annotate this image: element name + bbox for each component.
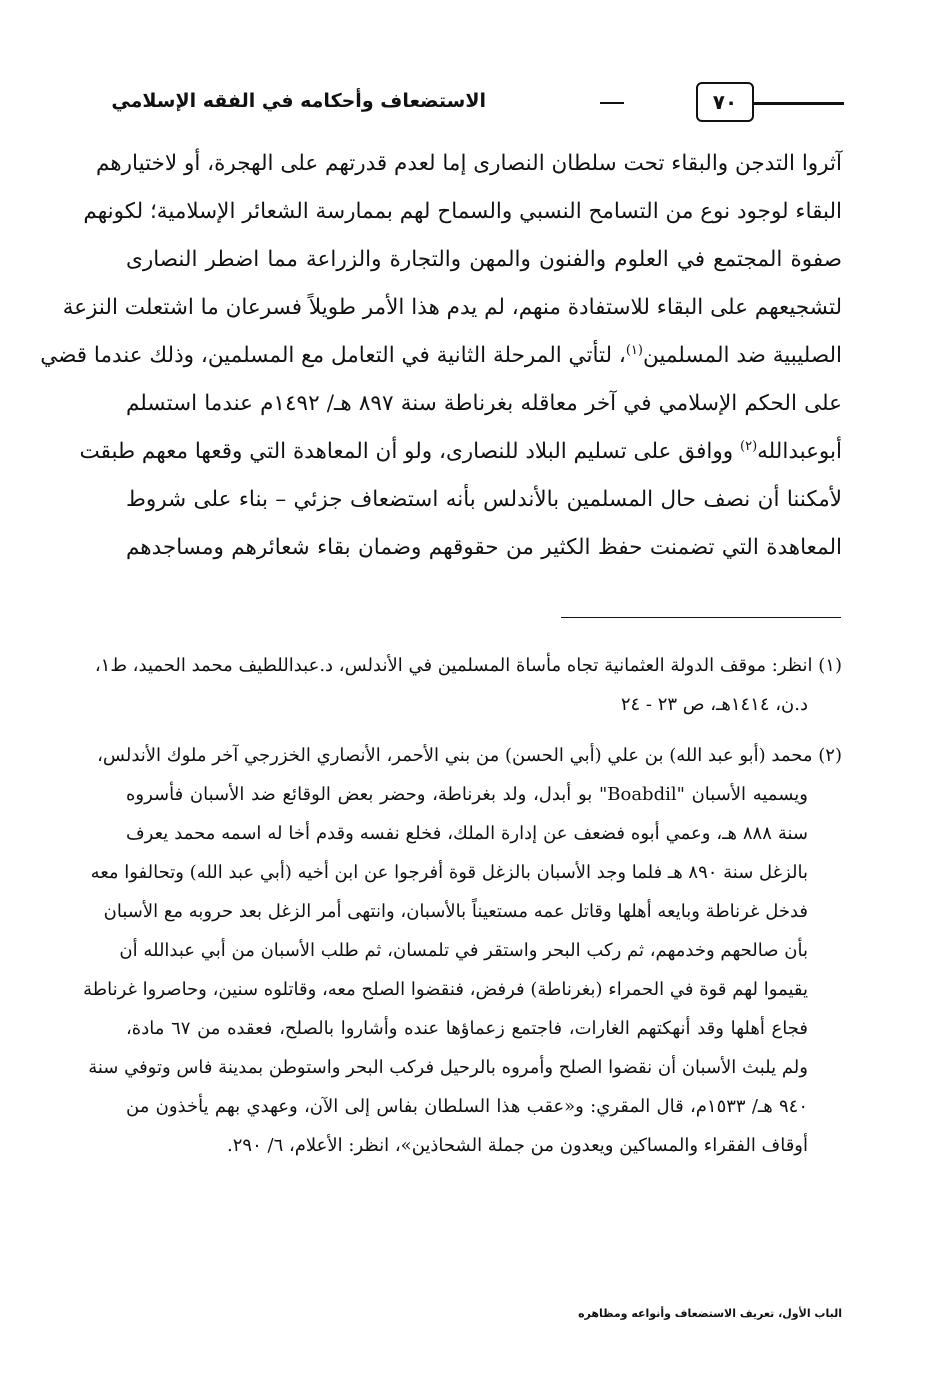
running-header <box>111 82 844 126</box>
footnote-line: ويسميه الأسبان "Boabdil" بو أبدل، ولد بغرناطة، وحضر بعض الوقائع ضد الأسبان فأسروه <box>126 784 808 805</box>
footnote-line: د.ن، ١٤١٤هـ، ص ٢٣ - ٢٤ <box>620 694 808 715</box>
footnote-line: ولم يلبث الأسبان أن نقضوا الصلح وأمروه بالرحيل فركب البحر واستوطن بمدينة فاس وتوفي سنة <box>88 1057 808 1078</box>
footnote-separator <box>561 617 841 618</box>
footnote-line: فجاع أهلها وقد أنهكتهم الغارات، فاجتمع زعماؤها عنده وأشاروا بالصلح، فعقده من ٦٧ مادة، <box>126 1018 809 1039</box>
body-line: على الحكم الإسلامي في آخر معاقله بغرناطة سنة ٨٩٧ هـ/ ١٤٩٢م عندما استسلم <box>126 391 842 416</box>
body-line-segment: أبوعبدالله <box>757 439 842 464</box>
header-rule <box>754 102 844 105</box>
body-line-segment: ، لتأتي المرحلة الثانية في التعامل مع المسلمين، وذلك عندما قضي <box>40 343 626 368</box>
body-line-segment: الصليبية ضد المسلمين <box>642 343 842 368</box>
footnote-ref[interactable]: (١) <box>625 342 643 358</box>
book-title: الاستضعاف وأحكامه في الفقه الإسلامي <box>120 88 492 114</box>
body-line: آثروا التدجن والبقاء تحت سلطان النصارى إما لعدم قدرتهم على الهجرة، أو لاختيارهم <box>96 151 842 176</box>
body-line: البقاء لوجود نوع من التسامح النسبي والسماح لهم بممارسة الشعائر الإسلامية؛ لكونهم <box>83 199 842 224</box>
footnote-2 <box>83 736 842 1165</box>
footnote-ref[interactable]: (٢) <box>740 438 758 454</box>
body-line <box>40 332 842 380</box>
body-line <box>79 428 842 476</box>
header-rule <box>600 102 624 104</box>
footnote-line: بالزغل سنة ٨٩٠ هـ فلما وجد الأسبان بالزغل قوة أفرجوا عن ابن أخيه (أبي عبد الله) وتحالفوا معه <box>90 862 808 883</box>
footnote-1 <box>94 646 842 724</box>
body-line: لأمكننا أن نصف حال المسلمين بالأندلس بأنه استضعاف جزئي – بناء على شروط <box>126 487 842 512</box>
page-number: ٧٠ <box>696 82 754 122</box>
footnote-line: ٩٤٠ هـ/ ١٥٣٣م، قال المقري: و«عقب هذا السلطان بفاس إلى الآن، وعهدي بهم يأخذون من <box>126 1096 808 1117</box>
footnote-line: فدخل غرناطة وبايعه أهلها وقاتل عمه مستعيناً بالأسبان، وانتهى أمر الزغل بعد حروبه مع الأسبان <box>103 901 808 922</box>
footnote-line: أوقاف الفقراء والمساكين ويعدون من جملة الشحاذين»، انظر: الأعلام، ٦/ ٢٩٠. <box>227 1135 808 1156</box>
body-line: المعاهدة التي تضمنت حفظ الكثير من حقوقهم وضمان بقاء شعائرهم ومساجدهم <box>126 535 842 560</box>
footnote-line: يقيموا لهم قوة في الحمراء (بغرناطة) فرفض، فنقضوا الصلح معه، وقاتلوه سنين، وحاصروا غرناطة <box>83 979 808 1000</box>
body-text <box>40 140 842 572</box>
footnote-line: سنة ٨٨٨ هـ، وعمي أبوه فضعف عن إدارة الملك، فخلع نفسه وقدم أخا له اسمه محمد يعرف <box>126 823 809 844</box>
footnote-line: (٢) محمد (أبو عبد الله) بن علي (أبي الحسن) من بني الأحمر، الأنصاري الخزرجي آخر ملوك الأندلس، <box>97 745 842 766</box>
footnotes <box>83 646 842 1165</box>
body-line-segment: ووافق على تسليم البلاد للنصارى، ولو أن المعاهدة التي وقعها معهم طبقت <box>79 439 741 464</box>
body-line: صفوة المجتمع في العلوم والفنون والمهن والتجارة والزراعة مما اضطر النصارى <box>126 247 842 272</box>
footnote-line: (١) انظر: موقف الدولة العثمانية تجاه مأساة المسلمين في الأندلس، د.عبداللطيف محمد الحميد، ط١، <box>94 655 842 676</box>
body-line: لتشجيعهم على البقاء للاستفادة منهم، لم يدم هذا الأمر طويلاً فسرعان ما اشتعلت النزعة <box>62 295 842 320</box>
chapter-footer: الباب الأول، تعريف الاستضعاف وأنواعه ومظاهره <box>578 1307 842 1320</box>
footnote-line: بأن صالحهم وخدمهم، ثم ركب البحر واستقر في تلمسان، ثم طلب الأسبان من أبي عبدالله أن <box>119 940 808 961</box>
